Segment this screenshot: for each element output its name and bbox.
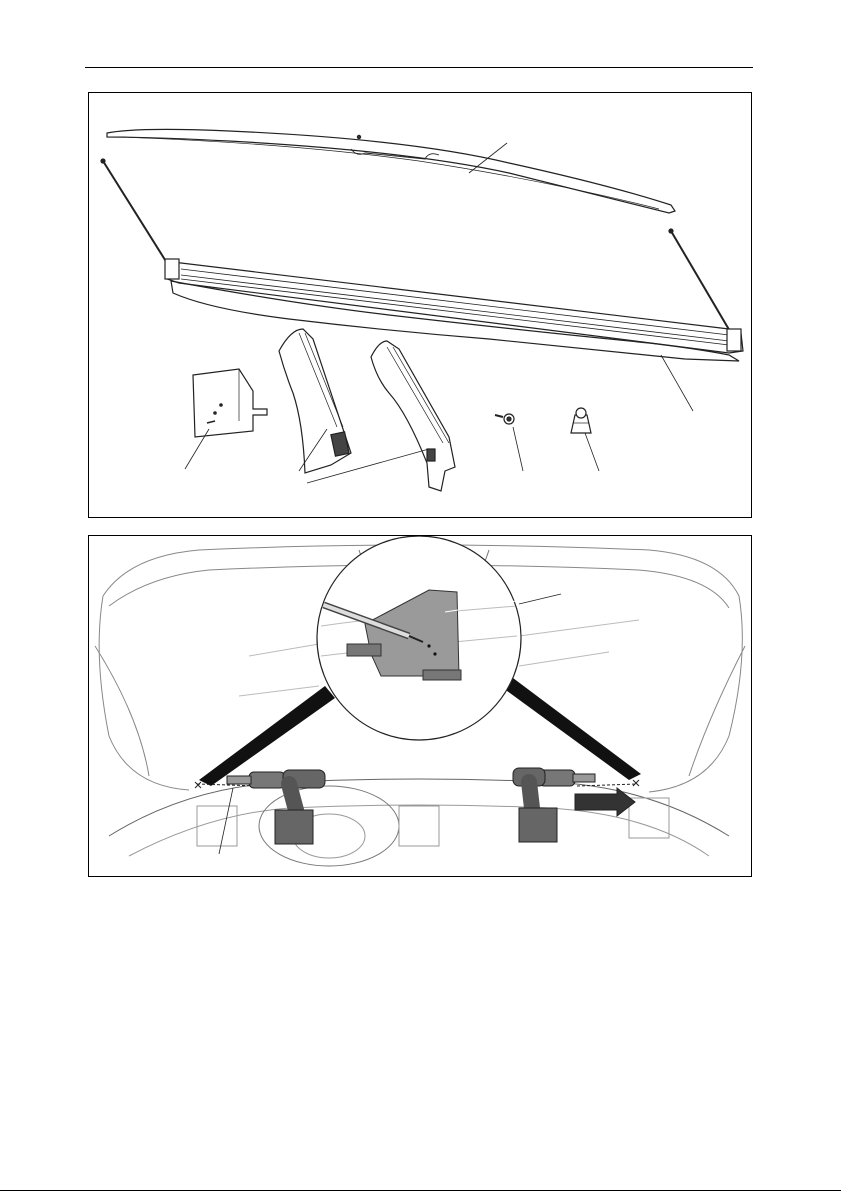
parts-overview-figure <box>88 92 752 518</box>
mounting-bracket <box>193 369 267 437</box>
cab-installation-figure <box>88 535 752 877</box>
left-cord <box>103 161 167 263</box>
header-rule <box>85 67 753 68</box>
dashboard <box>109 779 729 836</box>
blind-cassette <box>165 259 743 361</box>
top-cover-strip <box>107 129 675 213</box>
right-zoom-cone <box>503 678 641 780</box>
right-pillar-trim <box>371 341 455 491</box>
clip-part <box>571 408 591 433</box>
footer-rule <box>0 1190 841 1191</box>
cab-installation-drawing <box>89 536 751 876</box>
right-cord <box>671 231 731 333</box>
screw-part <box>495 414 514 424</box>
parts-overview-drawing <box>89 93 751 517</box>
left-pillar-trim <box>279 329 351 473</box>
